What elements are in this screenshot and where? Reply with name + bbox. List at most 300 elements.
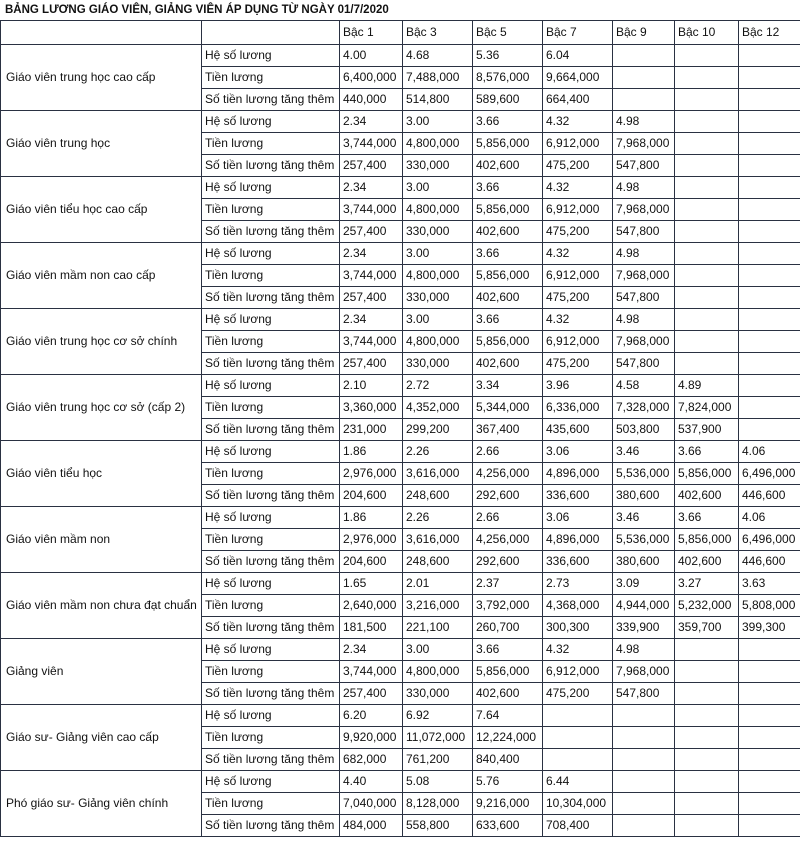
value-cell: 5.08 <box>403 771 473 793</box>
row-label: Tiền lương <box>202 67 340 89</box>
row-label: Tiền lương <box>202 265 340 287</box>
row-label: Số tiền lương tăng thêm <box>202 89 340 111</box>
value-cell: 4.06 <box>739 441 800 463</box>
value-cell <box>675 89 739 111</box>
value-cell: 3.06 <box>543 441 613 463</box>
header-empty-cell <box>202 21 340 45</box>
value-cell: 6,912,000 <box>543 331 613 353</box>
value-cell: 3,616,000 <box>403 529 473 551</box>
value-cell: 9,216,000 <box>473 793 543 815</box>
value-cell <box>739 67 800 89</box>
value-cell <box>613 749 675 771</box>
group-label: Giáo viên trung học <box>1 111 202 177</box>
group-label: Giáo viên mầm non <box>1 507 202 573</box>
row-label: Tiền lương <box>202 793 340 815</box>
value-cell: 257,400 <box>340 287 403 309</box>
value-cell: 5.76 <box>473 771 543 793</box>
value-cell <box>675 45 739 67</box>
value-cell <box>739 199 800 221</box>
value-cell: 589,600 <box>473 89 543 111</box>
value-cell <box>675 815 739 837</box>
value-cell: 4,800,000 <box>403 133 473 155</box>
value-cell: 5,856,000 <box>473 331 543 353</box>
group-label: Giáo viên trung học cơ sở (cấp 2) <box>1 375 202 441</box>
value-cell: 4.06 <box>739 507 800 529</box>
value-cell: 330,000 <box>403 353 473 375</box>
value-cell: 402,600 <box>473 287 543 309</box>
value-cell: 4.98 <box>613 111 675 133</box>
value-cell: 761,200 <box>403 749 473 771</box>
value-cell: 3.00 <box>403 243 473 265</box>
value-cell: 4,352,000 <box>403 397 473 419</box>
value-cell <box>739 397 800 419</box>
value-cell <box>739 309 800 331</box>
value-cell: 3.46 <box>613 507 675 529</box>
row-label: Tiền lương <box>202 595 340 617</box>
value-cell: 402,600 <box>473 353 543 375</box>
value-cell: 4,896,000 <box>543 463 613 485</box>
group-label: Giáo viên mầm non cao cấp <box>1 243 202 309</box>
value-cell <box>613 771 675 793</box>
row-label: Hệ số lương <box>202 573 340 595</box>
value-cell: 2,976,000 <box>340 529 403 551</box>
row-label: Tiền lương <box>202 529 340 551</box>
value-cell: 2.26 <box>403 441 473 463</box>
value-cell: 330,000 <box>403 221 473 243</box>
row-label: Số tiền lương tăng thêm <box>202 287 340 309</box>
value-cell <box>543 749 613 771</box>
value-cell <box>675 705 739 727</box>
value-cell <box>613 727 675 749</box>
value-cell <box>613 705 675 727</box>
value-cell <box>739 749 800 771</box>
column-header: Bậc 10 <box>675 21 739 45</box>
value-cell: 7,488,000 <box>403 67 473 89</box>
value-cell <box>739 287 800 309</box>
value-cell: 4.40 <box>340 771 403 793</box>
value-cell: 664,400 <box>543 89 613 111</box>
value-cell: 2,976,000 <box>340 463 403 485</box>
value-cell: 3.09 <box>613 573 675 595</box>
value-cell <box>675 683 739 705</box>
value-cell: 3.00 <box>403 177 473 199</box>
value-cell: 6,336,000 <box>543 397 613 419</box>
row-label: Tiền lương <box>202 661 340 683</box>
value-cell: 292,600 <box>473 485 543 507</box>
value-cell: 503,800 <box>613 419 675 441</box>
value-cell: 7,968,000 <box>613 661 675 683</box>
value-cell: 4.32 <box>543 243 613 265</box>
value-cell: 204,600 <box>340 485 403 507</box>
value-cell: 514,800 <box>403 89 473 111</box>
value-cell: 6.04 <box>543 45 613 67</box>
value-cell: 7,968,000 <box>613 133 675 155</box>
value-cell: 484,000 <box>340 815 403 837</box>
column-header: Bậc 7 <box>543 21 613 45</box>
value-cell <box>739 419 800 441</box>
row-label: Số tiền lương tăng thêm <box>202 419 340 441</box>
value-cell <box>739 45 800 67</box>
value-cell: 3.27 <box>675 573 739 595</box>
value-cell: 1.86 <box>340 441 403 463</box>
value-cell: 181,500 <box>340 617 403 639</box>
value-cell <box>675 661 739 683</box>
row-label: Số tiền lương tăng thêm <box>202 155 340 177</box>
value-cell: 9,920,000 <box>340 727 403 749</box>
value-cell <box>675 639 739 661</box>
value-cell: 4,896,000 <box>543 529 613 551</box>
group-label: Giáo viên tiểu học <box>1 441 202 507</box>
value-cell <box>613 793 675 815</box>
value-cell: 4,800,000 <box>403 265 473 287</box>
value-cell <box>675 287 739 309</box>
value-cell: 248,600 <box>403 551 473 573</box>
value-cell <box>613 89 675 111</box>
row-label: Tiền lương <box>202 199 340 221</box>
value-cell: 402,600 <box>473 221 543 243</box>
column-header: Bậc 9 <box>613 21 675 45</box>
value-cell <box>739 815 800 837</box>
row-label: Số tiền lương tăng thêm <box>202 815 340 837</box>
value-cell: 12,224,000 <box>473 727 543 749</box>
value-cell: 2.66 <box>473 441 543 463</box>
value-cell: 300,300 <box>543 617 613 639</box>
value-cell: 3.06 <box>543 507 613 529</box>
value-cell: 5,856,000 <box>473 265 543 287</box>
value-cell: 4,368,000 <box>543 595 613 617</box>
value-cell: 330,000 <box>403 155 473 177</box>
value-cell: 547,800 <box>613 287 675 309</box>
table-row <box>1 573 800 595</box>
value-cell: 3,744,000 <box>340 265 403 287</box>
value-cell: 6,400,000 <box>340 67 403 89</box>
value-cell <box>739 155 800 177</box>
value-cell <box>675 243 739 265</box>
value-cell: 292,600 <box>473 551 543 573</box>
value-cell: 5,856,000 <box>675 463 739 485</box>
value-cell: 402,600 <box>473 155 543 177</box>
table-row <box>1 639 800 661</box>
value-cell: 4,800,000 <box>403 199 473 221</box>
value-cell: 3,216,000 <box>403 595 473 617</box>
value-cell: 339,900 <box>613 617 675 639</box>
value-cell: 221,100 <box>403 617 473 639</box>
value-cell <box>613 45 675 67</box>
value-cell <box>543 705 613 727</box>
value-cell: 475,200 <box>543 287 613 309</box>
value-cell <box>739 243 800 265</box>
header-row <box>1 21 800 45</box>
value-cell: 7,824,000 <box>675 397 739 419</box>
row-label: Số tiền lương tăng thêm <box>202 617 340 639</box>
value-cell <box>675 133 739 155</box>
value-cell: 3.66 <box>675 441 739 463</box>
value-cell: 4.32 <box>543 639 613 661</box>
value-cell <box>739 727 800 749</box>
value-cell: 3.66 <box>473 177 543 199</box>
row-label: Số tiền lương tăng thêm <box>202 353 340 375</box>
value-cell: 1.86 <box>340 507 403 529</box>
value-cell <box>739 771 800 793</box>
column-header: Bậc 12 <box>739 21 800 45</box>
table-row <box>1 111 800 133</box>
value-cell: 3.66 <box>473 309 543 331</box>
value-cell: 6,912,000 <box>543 265 613 287</box>
group-label: Giáo viên trung học cơ sở chính <box>1 309 202 375</box>
value-cell: 2.34 <box>340 309 403 331</box>
row-label: Số tiền lương tăng thêm <box>202 221 340 243</box>
value-cell: 5,344,000 <box>473 397 543 419</box>
value-cell: 7,968,000 <box>613 331 675 353</box>
value-cell: 336,600 <box>543 551 613 573</box>
value-cell: 475,200 <box>543 353 613 375</box>
value-cell: 547,800 <box>613 221 675 243</box>
row-label: Số tiền lương tăng thêm <box>202 683 340 705</box>
value-cell <box>739 705 800 727</box>
value-cell: 231,000 <box>340 419 403 441</box>
value-cell: 4,800,000 <box>403 661 473 683</box>
value-cell: 3.63 <box>739 573 800 595</box>
value-cell: 367,400 <box>473 419 543 441</box>
value-cell: 204,600 <box>340 551 403 573</box>
row-label: Số tiền lương tăng thêm <box>202 551 340 573</box>
value-cell: 3,744,000 <box>340 133 403 155</box>
row-label: Tiền lương <box>202 133 340 155</box>
value-cell: 446,600 <box>739 551 800 573</box>
group-label: Giáo sư- Giảng viên cao cấp <box>1 705 202 771</box>
value-cell <box>739 111 800 133</box>
value-cell: 8,128,000 <box>403 793 473 815</box>
value-cell <box>739 353 800 375</box>
row-label: Hệ số lương <box>202 243 340 265</box>
value-cell: 4.98 <box>613 309 675 331</box>
value-cell <box>739 683 800 705</box>
value-cell: 6.44 <box>543 771 613 793</box>
value-cell: 7,968,000 <box>613 199 675 221</box>
value-cell: 4,256,000 <box>473 529 543 551</box>
table-row <box>1 507 800 529</box>
value-cell: 3.46 <box>613 441 675 463</box>
value-cell: 2.34 <box>340 177 403 199</box>
value-cell: 2.34 <box>340 111 403 133</box>
value-cell: 4.98 <box>613 639 675 661</box>
value-cell: 440,000 <box>340 89 403 111</box>
value-cell: 2.72 <box>403 375 473 397</box>
value-cell: 4.32 <box>543 177 613 199</box>
value-cell: 399,300 <box>739 617 800 639</box>
value-cell: 475,200 <box>543 221 613 243</box>
value-cell: 3,360,000 <box>340 397 403 419</box>
column-header: Bậc 5 <box>473 21 543 45</box>
value-cell: 4.00 <box>340 45 403 67</box>
value-cell: 475,200 <box>543 155 613 177</box>
row-label: Tiền lương <box>202 727 340 749</box>
value-cell <box>675 111 739 133</box>
value-cell: 3.34 <box>473 375 543 397</box>
row-label: Hệ số lương <box>202 705 340 727</box>
value-cell: 6,912,000 <box>543 199 613 221</box>
row-label: Hệ số lương <box>202 639 340 661</box>
value-cell: 3,792,000 <box>473 595 543 617</box>
salary-table <box>0 20 800 837</box>
value-cell: 4.98 <box>613 177 675 199</box>
group-label: Giáo viên mầm non chưa đạt chuẩn <box>1 573 202 639</box>
value-cell: 248,600 <box>403 485 473 507</box>
value-cell: 380,600 <box>613 485 675 507</box>
value-cell <box>543 727 613 749</box>
value-cell: 1.65 <box>340 573 403 595</box>
table-row <box>1 309 800 331</box>
value-cell: 5.36 <box>473 45 543 67</box>
value-cell: 2.34 <box>340 639 403 661</box>
value-cell: 3.66 <box>473 243 543 265</box>
value-cell: 10,304,000 <box>543 793 613 815</box>
table-row <box>1 375 800 397</box>
value-cell <box>739 221 800 243</box>
value-cell: 435,600 <box>543 419 613 441</box>
value-cell: 7.64 <box>473 705 543 727</box>
value-cell: 682,000 <box>340 749 403 771</box>
value-cell: 2.10 <box>340 375 403 397</box>
value-cell: 4.32 <box>543 111 613 133</box>
value-cell: 547,800 <box>613 683 675 705</box>
value-cell <box>675 221 739 243</box>
value-cell: 299,200 <box>403 419 473 441</box>
value-cell: 5,856,000 <box>473 133 543 155</box>
value-cell: 359,700 <box>675 617 739 639</box>
value-cell: 547,800 <box>613 155 675 177</box>
value-cell: 547,800 <box>613 353 675 375</box>
value-cell: 2.73 <box>543 573 613 595</box>
row-label: Hệ số lương <box>202 111 340 133</box>
column-header: Bậc 1 <box>340 21 403 45</box>
value-cell: 257,400 <box>340 683 403 705</box>
value-cell: 380,600 <box>613 551 675 573</box>
value-cell: 402,600 <box>675 551 739 573</box>
row-label: Hệ số lương <box>202 45 340 67</box>
value-cell: 5,808,000 <box>739 595 800 617</box>
column-header: Bậc 3 <box>403 21 473 45</box>
value-cell: 257,400 <box>340 155 403 177</box>
value-cell: 3.66 <box>473 111 543 133</box>
row-label: Hệ số lương <box>202 309 340 331</box>
value-cell: 3.00 <box>403 639 473 661</box>
value-cell: 5,856,000 <box>675 529 739 551</box>
row-label: Số tiền lương tăng thêm <box>202 485 340 507</box>
value-cell: 6,912,000 <box>543 661 613 683</box>
value-cell: 7,040,000 <box>340 793 403 815</box>
value-cell: 6,496,000 <box>739 529 800 551</box>
value-cell <box>675 155 739 177</box>
row-label: Hệ số lương <box>202 771 340 793</box>
value-cell: 402,600 <box>473 683 543 705</box>
value-cell <box>739 639 800 661</box>
value-cell: 257,400 <box>340 353 403 375</box>
page-title: BẢNG LƯƠNG GIÁO VIÊN, GIẢNG VIÊN ÁP DỤNG TỪ NGÀY 01/7/2020 <box>5 4 389 16</box>
value-cell: 4.68 <box>403 45 473 67</box>
value-cell <box>739 177 800 199</box>
value-cell <box>675 727 739 749</box>
value-cell: 3.96 <box>543 375 613 397</box>
value-cell: 7,328,000 <box>613 397 675 419</box>
value-cell: 4,256,000 <box>473 463 543 485</box>
value-cell: 2.37 <box>473 573 543 595</box>
value-cell: 3,744,000 <box>340 331 403 353</box>
row-label: Hệ số lương <box>202 441 340 463</box>
table-row <box>1 243 800 265</box>
value-cell: 5,856,000 <box>473 661 543 683</box>
value-cell <box>613 815 675 837</box>
value-cell: 3,744,000 <box>340 199 403 221</box>
value-cell: 3.66 <box>675 507 739 529</box>
row-label: Số tiền lương tăng thêm <box>202 749 340 771</box>
value-cell: 7,968,000 <box>613 265 675 287</box>
group-label: Giáo viên tiểu học cao cấp <box>1 177 202 243</box>
value-cell: 330,000 <box>403 683 473 705</box>
group-label: Phó giáo sư- Giảng viên chính <box>1 771 202 837</box>
value-cell <box>675 771 739 793</box>
value-cell: 4.89 <box>675 375 739 397</box>
value-cell <box>675 793 739 815</box>
value-cell: 3.66 <box>473 639 543 661</box>
value-cell: 6.20 <box>340 705 403 727</box>
value-cell: 330,000 <box>403 287 473 309</box>
value-cell: 3.00 <box>403 111 473 133</box>
group-label: Giảng viên <box>1 639 202 705</box>
table-row <box>1 771 800 793</box>
value-cell: 2.66 <box>473 507 543 529</box>
value-cell: 5,536,000 <box>613 463 675 485</box>
value-cell: 2,640,000 <box>340 595 403 617</box>
value-cell: 4.98 <box>613 243 675 265</box>
value-cell: 402,600 <box>675 485 739 507</box>
row-label: Hệ số lương <box>202 177 340 199</box>
value-cell <box>739 661 800 683</box>
value-cell: 336,600 <box>543 485 613 507</box>
value-cell: 4,944,000 <box>613 595 675 617</box>
value-cell: 2.01 <box>403 573 473 595</box>
group-label: Giáo viên trung học cao cấp <box>1 45 202 111</box>
header-empty-cell <box>1 21 202 45</box>
row-label: Hệ số lương <box>202 375 340 397</box>
value-cell: 2.26 <box>403 507 473 529</box>
row-label: Hệ số lương <box>202 507 340 529</box>
value-cell: 708,400 <box>543 815 613 837</box>
row-label: Tiền lương <box>202 397 340 419</box>
value-cell: 2.34 <box>340 243 403 265</box>
value-cell <box>739 793 800 815</box>
value-cell: 6.92 <box>403 705 473 727</box>
value-cell <box>675 353 739 375</box>
value-cell: 4.58 <box>613 375 675 397</box>
value-cell: 475,200 <box>543 683 613 705</box>
table-row <box>1 441 800 463</box>
value-cell <box>739 133 800 155</box>
table-row <box>1 45 800 67</box>
value-cell: 6,912,000 <box>543 133 613 155</box>
value-cell: 537,900 <box>675 419 739 441</box>
value-cell <box>675 749 739 771</box>
value-cell <box>739 89 800 111</box>
value-cell: 3.00 <box>403 309 473 331</box>
value-cell <box>613 67 675 89</box>
value-cell: 257,400 <box>340 221 403 243</box>
value-cell: 11,072,000 <box>403 727 473 749</box>
value-cell: 3,744,000 <box>340 661 403 683</box>
value-cell: 633,600 <box>473 815 543 837</box>
value-cell: 6,496,000 <box>739 463 800 485</box>
row-label: Tiền lương <box>202 463 340 485</box>
